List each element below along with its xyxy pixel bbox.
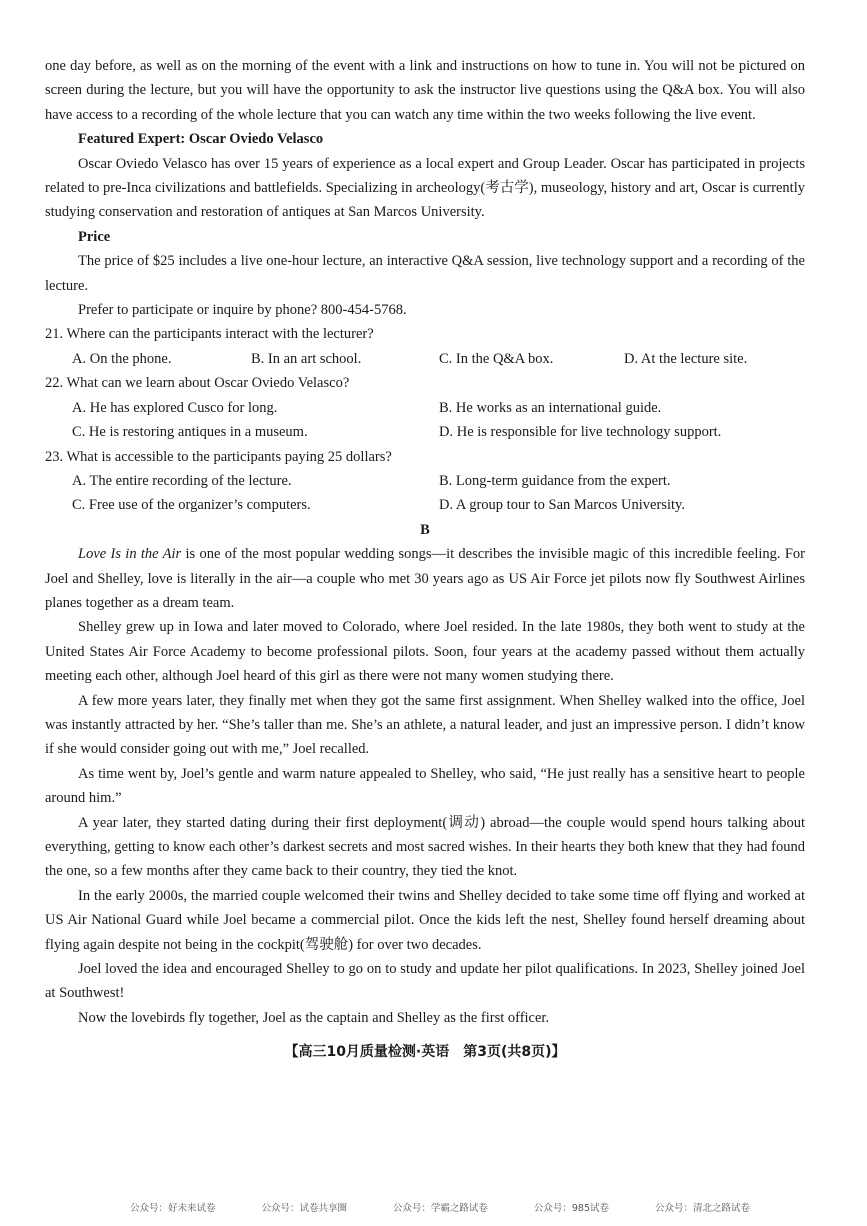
option-b[interactable]: B. In an art school. — [251, 350, 362, 367]
watermark-row — [130, 1200, 750, 1214]
option-b[interactable]: B. Long-term guidance from the expert. — [439, 472, 671, 489]
question-stem: 21. Where can the participants interact with the lecturer? — [45, 326, 374, 343]
options-row — [45, 347, 805, 371]
page-footer: 【高三10月质量检测·英语 第3页(共8页)】 — [284, 1044, 566, 1061]
question-22 — [45, 371, 805, 444]
passage-b-paragraph-8: Now the lovebirds fly together, Joel as the captain and Shelley as the first officer. — [78, 1009, 550, 1026]
watermark-text: 公众号：清北之路试卷 — [654, 1203, 750, 1214]
passage-b-paragraph-6: In the early 2000s, the married couple welcomed their twins and Shelley decided to take some time off flying and worked at US Air National Guard while Joel became a commercial pilot. Once the kids left the nest, Shelley found herself dreaming about flying again despite not being in the cockpit(驾驶舱) for over two decades. — [45, 887, 805, 953]
passage-b-paragraph-3: A few more years later, they finally met when they got the same first assignment. When Shelley walked into the office, Joel was instantly attracted by her. “She’s taller than me. She’s an athlete, a natural leader, and just an impressive person. I didn’t know if she would consider going out with me,” Joel recalled. — [45, 692, 805, 758]
option-c[interactable]: C. In the Q&A box. — [439, 350, 554, 367]
exam-page — [45, 54, 805, 1064]
section-b-heading: B — [420, 521, 430, 538]
passage-a-continuation: one day before, as well as on the morning of the event with a link and instructions on how to tune in. You will not be pictured on screen during the lecture, but you will have the opportunity to ask the instructor live questions using the Q&A box. You will also have access to a recording of the whole lecture that you can watch any time within the two weeks following the live event. — [45, 58, 805, 123]
question-21 — [45, 322, 805, 371]
passage-b-paragraph-5: A year later, they started dating during their first deployment(调动) abroad—the couple would spend hours talking about everything, getting to know each other’s darkest secrets and most sacred wishes. In their hearts they both knew that they had found the one, so a few months after they came back to their country, they tied the knot. — [45, 814, 805, 880]
song-title: Love Is in the Air — [78, 546, 182, 563]
watermark-text: 公众号：好未来试卷 — [130, 1203, 216, 1214]
question-stem: 22. What can we learn about Oscar Oviedo Velasco? — [45, 375, 350, 392]
options-row — [45, 420, 805, 444]
option-d[interactable]: D. He is responsible for live technology support. — [439, 424, 722, 441]
option-c[interactable]: C. He is restoring antiques in a museum. — [72, 424, 308, 441]
expert-heading: Featured Expert: Oscar Oviedo Velasco — [78, 131, 324, 148]
watermark-text: 公众号：学霸之路试卷 — [392, 1203, 488, 1214]
price-paragraph: The price of $25 includes a live one-hour lecture, an interactive Q&A session, live technology support and a recording of the lecture. — [45, 253, 805, 294]
watermark-text: 公众号：试卷共享圈 — [261, 1203, 347, 1214]
option-a[interactable]: A. He has explored Cusco for long. — [72, 399, 278, 416]
option-b[interactable]: B. He works as an international guide. — [439, 399, 662, 416]
options-row — [45, 469, 805, 493]
options-row — [45, 396, 805, 420]
price-heading: Price — [78, 228, 111, 245]
passage-b-paragraph-1 — [45, 542, 805, 615]
question-23 — [45, 445, 805, 518]
options-row — [45, 493, 805, 517]
passage-b-paragraph-7: Joel loved the idea and encouraged Shelley to go on to study and update her pilot qualifications. In 2023, Shelley joined Joel at Southwest! — [45, 961, 805, 1002]
option-d[interactable]: D. At the lecture site. — [624, 350, 748, 367]
option-d[interactable]: D. A group tour to San Marcos University. — [439, 497, 685, 514]
option-a[interactable]: A. The entire recording of the lecture. — [72, 472, 292, 489]
option-c[interactable]: C. Free use of the organizer’s computers. — [72, 497, 311, 514]
watermark-text: 公众号：985试卷 — [533, 1203, 609, 1214]
passage-b-paragraph-2: Shelley grew up in Iowa and later moved to Colorado, where Joel resided. In the late 1980s, they both went to study at the United States Air Force Academy to become professional pilots. Soon, four years at the academy passed without them actually meeting each other, although Joel heard of this girl as there were not many women studying there. — [45, 619, 805, 685]
passage-b-paragraph-4: As time went by, Joel’s gentle and warm nature appealed to Shelley, who said, “He just really has a sensitive heart to people around him.” — [45, 765, 805, 807]
paragraph-text: is one of the most popular wedding songs—it describes the invisible magic of this incredible feeling. For Joel and Shelley, love is literally in the air—a couple who met 30 years ago as US Air Force jet pilots now fly Southwest Airlines planes together as a dream team. — [45, 546, 806, 611]
option-a[interactable]: A. On the phone. — [72, 350, 172, 367]
expert-paragraph: Oscar Oviedo Velasco has over 15 years of experience as a local expert and Group Leader. Oscar has participated in projects related to pre-Inca civilizations and battlefields. Specializing in archeology(考古学), museology, history and art, Oscar is currently studying conservation and restoration of antiques at San Marcos University. — [45, 155, 805, 221]
phone-paragraph: Prefer to participate or inquire by phone? 800-454-5768. — [78, 302, 407, 319]
question-stem: 23. What is accessible to the participants paying 25 dollars? — [45, 448, 392, 465]
